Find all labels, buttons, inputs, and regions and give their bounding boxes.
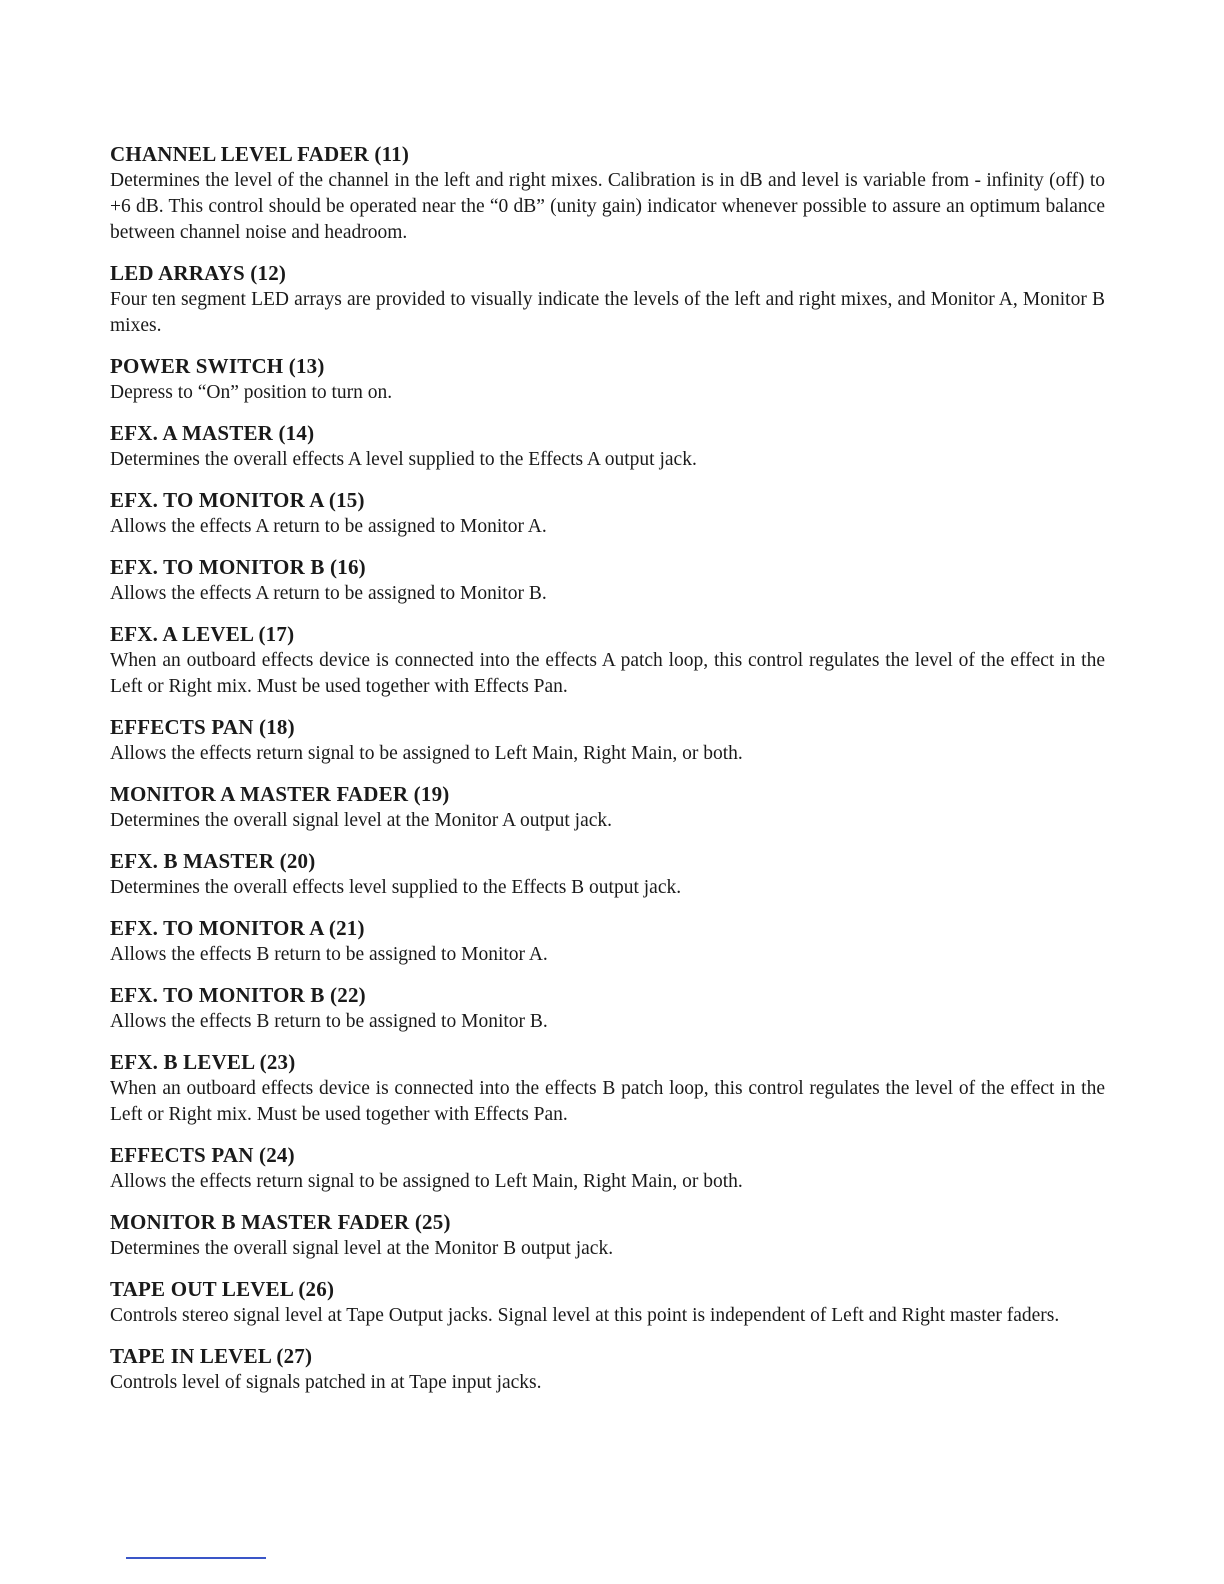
entry-body: Determines the overall effects level supplied to the Effects B output jack. — [110, 877, 682, 898]
entry-monitor-a-master-fader — [110, 780, 1105, 834]
entry-tape-out-level — [110, 1275, 1105, 1329]
entry-efx-b-master — [110, 847, 1105, 901]
entry-efx-to-monitor-a-15 — [110, 486, 1105, 540]
entry-effects-pan-24 — [110, 1141, 1105, 1195]
entry-title: EFX. TO MONITOR B (22) — [110, 983, 366, 1007]
entry-title: MONITOR B MASTER FADER (25) — [110, 1210, 451, 1234]
entry-body: Controls stereo signal level at Tape Output jacks. Signal level at this point is independent of Left and Right master faders. — [110, 1305, 1060, 1326]
entry-body: Allows the effects B return to be assigned to Monitor B. — [110, 1011, 548, 1032]
entry-body: Four ten segment LED arrays are provided to visually indicate the levels of the left and right mixes, and Monitor A, Monitor B mixes. — [110, 289, 1105, 336]
entry-body: Depress to “On” position to turn on. — [110, 382, 393, 403]
entry-efx-to-monitor-a-21 — [110, 914, 1105, 968]
entry-title: EFX. A LEVEL (17) — [110, 622, 295, 646]
entry-title: EFFECTS PAN (24) — [110, 1143, 295, 1167]
entry-body: Allows the effects return signal to be assigned to Left Main, Right Main, or both. — [110, 743, 743, 764]
entry-body: Determines the level of the channel in the left and right mixes. Calibration is in dB and level is variable from - infinity (off) to +6 dB. This control should be operated near the “0 dB” (unity gain) indicator whenever possible to assure an optimum balance between channel noise and headroom. — [110, 170, 1105, 243]
entry-body: Allows the effects B return to be assigned to Monitor A. — [110, 944, 548, 965]
entry-efx-to-monitor-b-16 — [110, 553, 1105, 607]
entry-title: POWER SWITCH (13) — [110, 354, 325, 378]
entry-body: Determines the overall signal level at the Monitor A output jack. — [110, 810, 613, 831]
entry-efx-to-monitor-b-22 — [110, 981, 1105, 1035]
entry-body: Allows the effects A return to be assigned to Monitor A. — [110, 516, 547, 537]
entry-title: EFX. B LEVEL (23) — [110, 1050, 296, 1074]
entry-title: EFX. TO MONITOR A (15) — [110, 488, 365, 512]
entry-title: MONITOR A MASTER FADER (19) — [110, 782, 450, 806]
entry-efx-b-level — [110, 1048, 1105, 1128]
entry-body: When an outboard effects device is connected into the effects B patch loop, this control regulates the level of the effect in the Left or Right mix. Must be used together with Effects Pan. — [110, 1078, 1105, 1125]
entry-body: Determines the overall effects A level supplied to the Effects A output jack. — [110, 449, 697, 470]
entry-title: CHANNEL LEVEL FADER (11) — [110, 142, 410, 166]
entry-body: Allows the effects A return to be assigned to Monitor B. — [110, 583, 547, 604]
entry-title: EFX. A MASTER (14) — [110, 421, 315, 445]
entry-body: Controls level of signals patched in at Tape input jacks. — [110, 1372, 542, 1393]
entry-efx-a-master — [110, 419, 1105, 473]
entry-title: EFX. TO MONITOR B (16) — [110, 555, 366, 579]
footer-rule — [126, 1557, 266, 1559]
entry-title: TAPE IN LEVEL (27) — [110, 1344, 313, 1368]
entry-led-arrays — [110, 259, 1105, 339]
entry-efx-a-level — [110, 620, 1105, 700]
entry-title: EFX. B MASTER (20) — [110, 849, 316, 873]
entry-title: EFFECTS PAN (18) — [110, 715, 295, 739]
entry-effects-pan-18 — [110, 713, 1105, 767]
entry-title: TAPE OUT LEVEL (26) — [110, 1277, 335, 1301]
entry-monitor-b-master-fader — [110, 1208, 1105, 1262]
entry-power-switch — [110, 352, 1105, 406]
entry-title: LED ARRAYS (12) — [110, 261, 287, 285]
entry-body: Allows the effects return signal to be assigned to Left Main, Right Main, or both. — [110, 1171, 743, 1192]
entry-body: When an outboard effects device is connected into the effects A patch loop, this control regulates the level of the effect in the Left or Right mix. Must be used together with Effects Pan. — [110, 650, 1105, 697]
entry-body: Determines the overall signal level at the Monitor B output jack. — [110, 1238, 614, 1259]
entry-title: EFX. TO MONITOR A (21) — [110, 916, 365, 940]
entry-tape-in-level — [110, 1342, 1105, 1396]
entry-channel-level-fader — [110, 140, 1105, 246]
document-page — [110, 140, 1105, 1409]
